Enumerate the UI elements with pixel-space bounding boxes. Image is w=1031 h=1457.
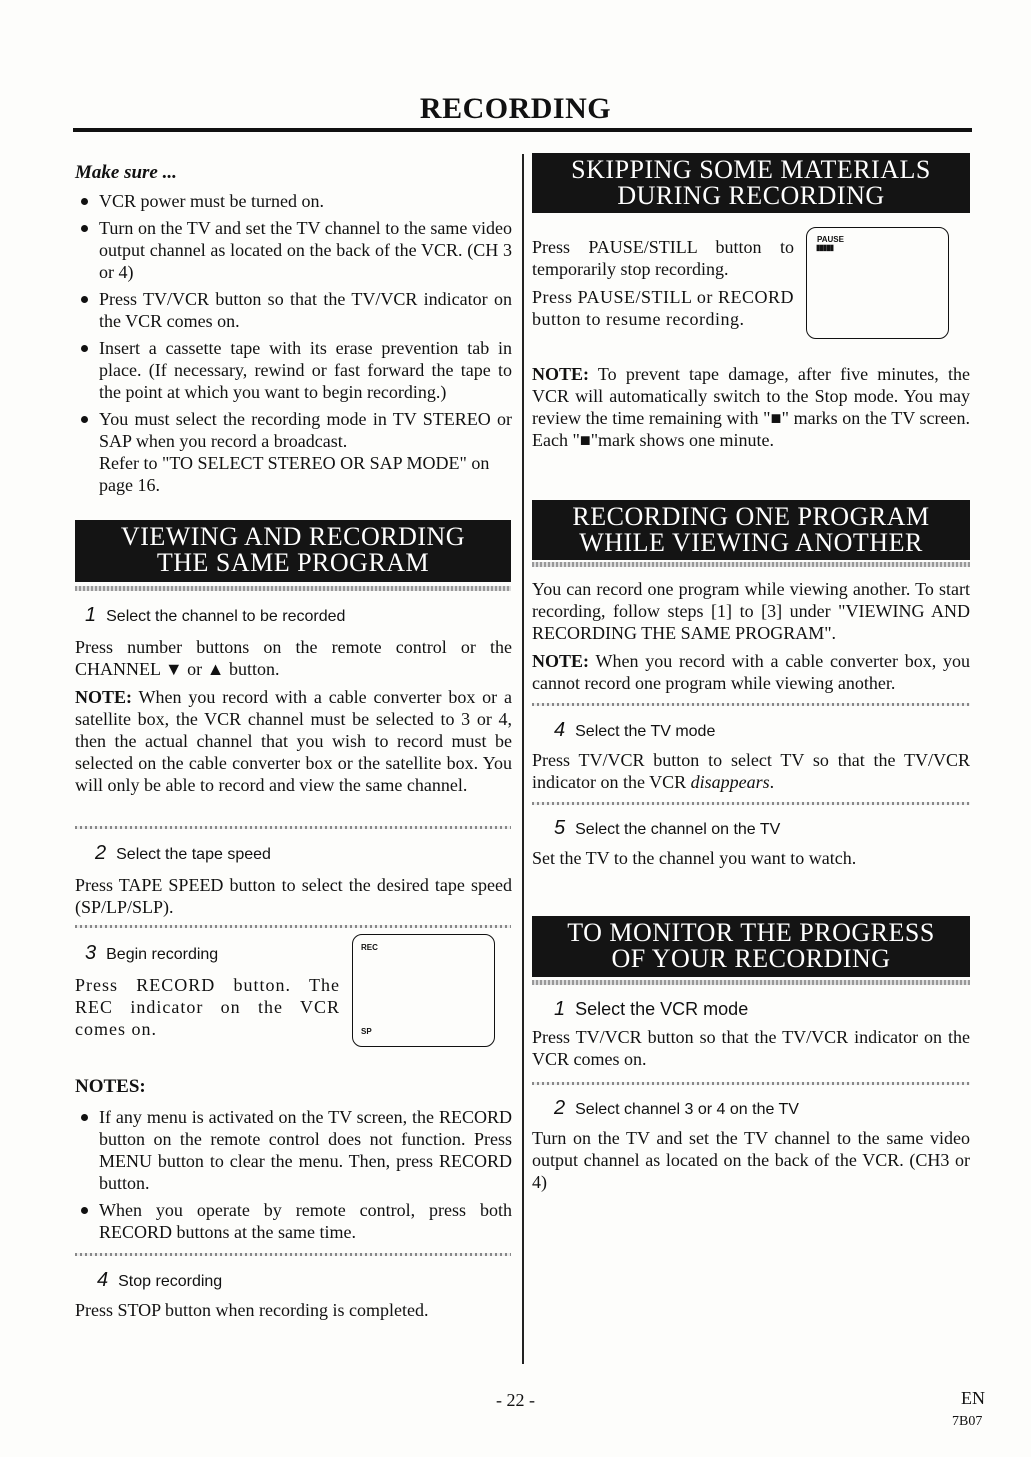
notes-list bbox=[75, 1106, 512, 1243]
sp-indicator: SP bbox=[361, 1027, 372, 1036]
note-body: To prevent tape damage, after five minutes, the VCR will automatically switch to the Stop mode. You may review the time remaining with "■" marks on the TV screen. Each "■"mark shows one minute. bbox=[532, 364, 970, 450]
dotted-divider bbox=[75, 1253, 511, 1256]
title-rule bbox=[73, 128, 972, 132]
notes-title: NOTES: bbox=[75, 1076, 146, 1097]
heading-shadow bbox=[532, 562, 970, 567]
dotted-divider bbox=[532, 703, 970, 706]
note-label: NOTE: bbox=[75, 687, 133, 707]
time-marks: ▮▮▮▮▮ bbox=[816, 243, 834, 252]
language-code: EN bbox=[961, 1388, 985, 1408]
list-item: Insert a cassette tape with its erase prevention tab in place. (If necessary, rewind or fast forward the tape to the point at which you want to begin recording.) bbox=[75, 337, 512, 403]
step-text-b: . bbox=[769, 772, 775, 792]
skipping-text-2: Press PAUSE/STILL or RECORD button to resume recording. bbox=[532, 287, 794, 329]
step-number: 1 bbox=[554, 998, 566, 1020]
viewing-step3 bbox=[75, 942, 340, 1040]
dotted-divider bbox=[75, 826, 511, 829]
tv-screen-rec bbox=[352, 934, 495, 1047]
monitor-step1 bbox=[532, 998, 970, 1070]
step-number: 4 bbox=[97, 1269, 109, 1291]
doc-code: 7B07 bbox=[952, 1414, 983, 1429]
list-item: Turn on the TV and set the TV channel to the same video output channel as located on the back of the VCR. (CH 3 or 4) bbox=[75, 217, 512, 283]
one-program-heading bbox=[532, 500, 970, 560]
note-text bbox=[532, 363, 970, 451]
list-item-text: You must select the recording mode in TV STEREO or SAP when you record a broadcast. bbox=[99, 409, 512, 451]
step-number: 3 bbox=[85, 942, 97, 964]
one-program-step4 bbox=[532, 719, 970, 793]
rec-indicator: REC bbox=[361, 943, 378, 952]
step-note bbox=[75, 686, 512, 796]
pause-indicator: PAUSE bbox=[817, 235, 844, 244]
list-item: VCR power must be turned on. bbox=[75, 190, 512, 212]
viewing-step1 bbox=[75, 604, 512, 796]
heading-line: DURING RECORDING bbox=[617, 181, 885, 210]
make-sure-list bbox=[75, 190, 512, 452]
step-text-em: disappears bbox=[690, 772, 770, 792]
step-number: 1 bbox=[85, 604, 97, 626]
step-title: Begin recording bbox=[106, 946, 219, 963]
step-number: 2 bbox=[95, 842, 107, 864]
note-body: When you record with a cable converter box, you cannot record one program while viewing another. bbox=[532, 651, 970, 693]
one-program-step5 bbox=[532, 817, 970, 869]
list-item bbox=[75, 408, 512, 452]
monitor-heading bbox=[532, 916, 970, 977]
refer-text: Refer to "TO SELECT STEREO OR SAP MODE" on page 16. bbox=[99, 453, 490, 495]
step-title: Select the tape speed bbox=[116, 846, 271, 863]
step-number: 4 bbox=[554, 719, 566, 741]
viewing-heading bbox=[75, 520, 511, 582]
step-text: Press TAPE SPEED button to select the desired tape speed (SP/LP/SLP). bbox=[75, 875, 512, 917]
step-title: Select the VCR mode bbox=[575, 999, 749, 1019]
heading-line: RECORDING ONE PROGRAM bbox=[572, 502, 930, 531]
step-text: Press STOP button when recording is completed. bbox=[75, 1300, 429, 1320]
monitor-step2 bbox=[532, 1097, 970, 1193]
heading-shadow bbox=[532, 980, 970, 985]
dotted-divider bbox=[532, 802, 970, 805]
step-text: Turn on the TV and set the TV channel to the same video output channel as located on the back of the VCR. (CH3 or 4) bbox=[532, 1128, 970, 1192]
list-item: If any menu is activated on the TV screen, the RECORD button on the remote control does not function. Press MENU button to clear the menu. Then, press RECORD button. bbox=[75, 1106, 512, 1194]
dotted-divider bbox=[532, 1082, 970, 1085]
heading-line: TO MONITOR THE PROGRESS bbox=[567, 918, 935, 947]
skipping-text-1: Press PAUSE/STILL button to temporarily stop recording. bbox=[532, 237, 794, 279]
notes-section bbox=[75, 1076, 512, 1248]
step-number: 5 bbox=[554, 817, 566, 839]
step-text-a: Press TV/VCR button to select TV so that the TV/VCR indicator on the VCR bbox=[532, 750, 970, 792]
heading-line: WHILE VIEWING ANOTHER bbox=[579, 528, 923, 557]
skipping-note bbox=[532, 363, 970, 451]
one-program-note bbox=[532, 650, 970, 694]
note-label: NOTE: bbox=[532, 364, 590, 384]
viewing-step4 bbox=[75, 1269, 512, 1321]
heading-line: THE SAME PROGRAM bbox=[156, 548, 430, 577]
page-number: - 22 - bbox=[496, 1390, 535, 1410]
one-program-intro bbox=[532, 578, 970, 694]
dotted-divider bbox=[75, 925, 511, 928]
step-title: Select channel 3 or 4 on the TV bbox=[575, 1101, 799, 1118]
heading-line: OF YOUR RECORDING bbox=[611, 944, 891, 973]
heading-line: VIEWING AND RECORDING bbox=[120, 522, 466, 551]
list-item: Press TV/VCR button so that the TV/VCR indicator on the VCR comes on. bbox=[75, 288, 512, 332]
make-sure-section bbox=[75, 162, 512, 496]
viewing-step2 bbox=[75, 842, 512, 918]
note-text: When you record with a cable converter box or a satellite box, the VCR channel must be selected to 3 or 4, then the actual channel that you wish to record must be selected on the cable converter box or the satellite box. You will only be able to record and view the same channel. bbox=[75, 687, 512, 795]
tv-screen-pause bbox=[806, 227, 949, 339]
heading-line: SKIPPING SOME MATERIALS bbox=[571, 155, 931, 184]
step-text: Set the TV to the channel you want to watch. bbox=[532, 848, 857, 868]
list-item: When you operate by remote control, press both RECORD buttons at the same time. bbox=[75, 1199, 512, 1243]
page-title: RECORDING bbox=[419, 92, 612, 125]
note-label: NOTE: bbox=[532, 651, 590, 671]
step-text: Press number buttons on the remote control or the CHANNEL ▼ or ▲ button. bbox=[75, 637, 512, 679]
heading-shadow bbox=[75, 586, 511, 591]
step-title: Select the TV mode bbox=[575, 723, 716, 740]
step-title: Stop recording bbox=[118, 1273, 223, 1290]
intro-text: You can record one program while viewing another. To start recording, follow steps [1] to [3] under "VIEWING AND RECORDING THE SAME PROGRAM". bbox=[532, 579, 970, 643]
step-text: Press TV/VCR button so that the TV/VCR indicator on the VCR comes on. bbox=[532, 1027, 970, 1069]
column-divider bbox=[522, 154, 524, 1364]
step-text bbox=[532, 749, 970, 793]
skipping-heading bbox=[532, 153, 970, 213]
make-sure-label: Make sure ... bbox=[75, 162, 177, 183]
step-title: Select the channel to be recorded bbox=[106, 608, 346, 625]
step-title: Select the channel on the TV bbox=[575, 821, 781, 838]
step-number: 2 bbox=[554, 1097, 566, 1119]
step-text: Press RECORD button. The REC indicator on the VCR comes on. bbox=[75, 975, 340, 1039]
skipping-text bbox=[532, 236, 794, 330]
